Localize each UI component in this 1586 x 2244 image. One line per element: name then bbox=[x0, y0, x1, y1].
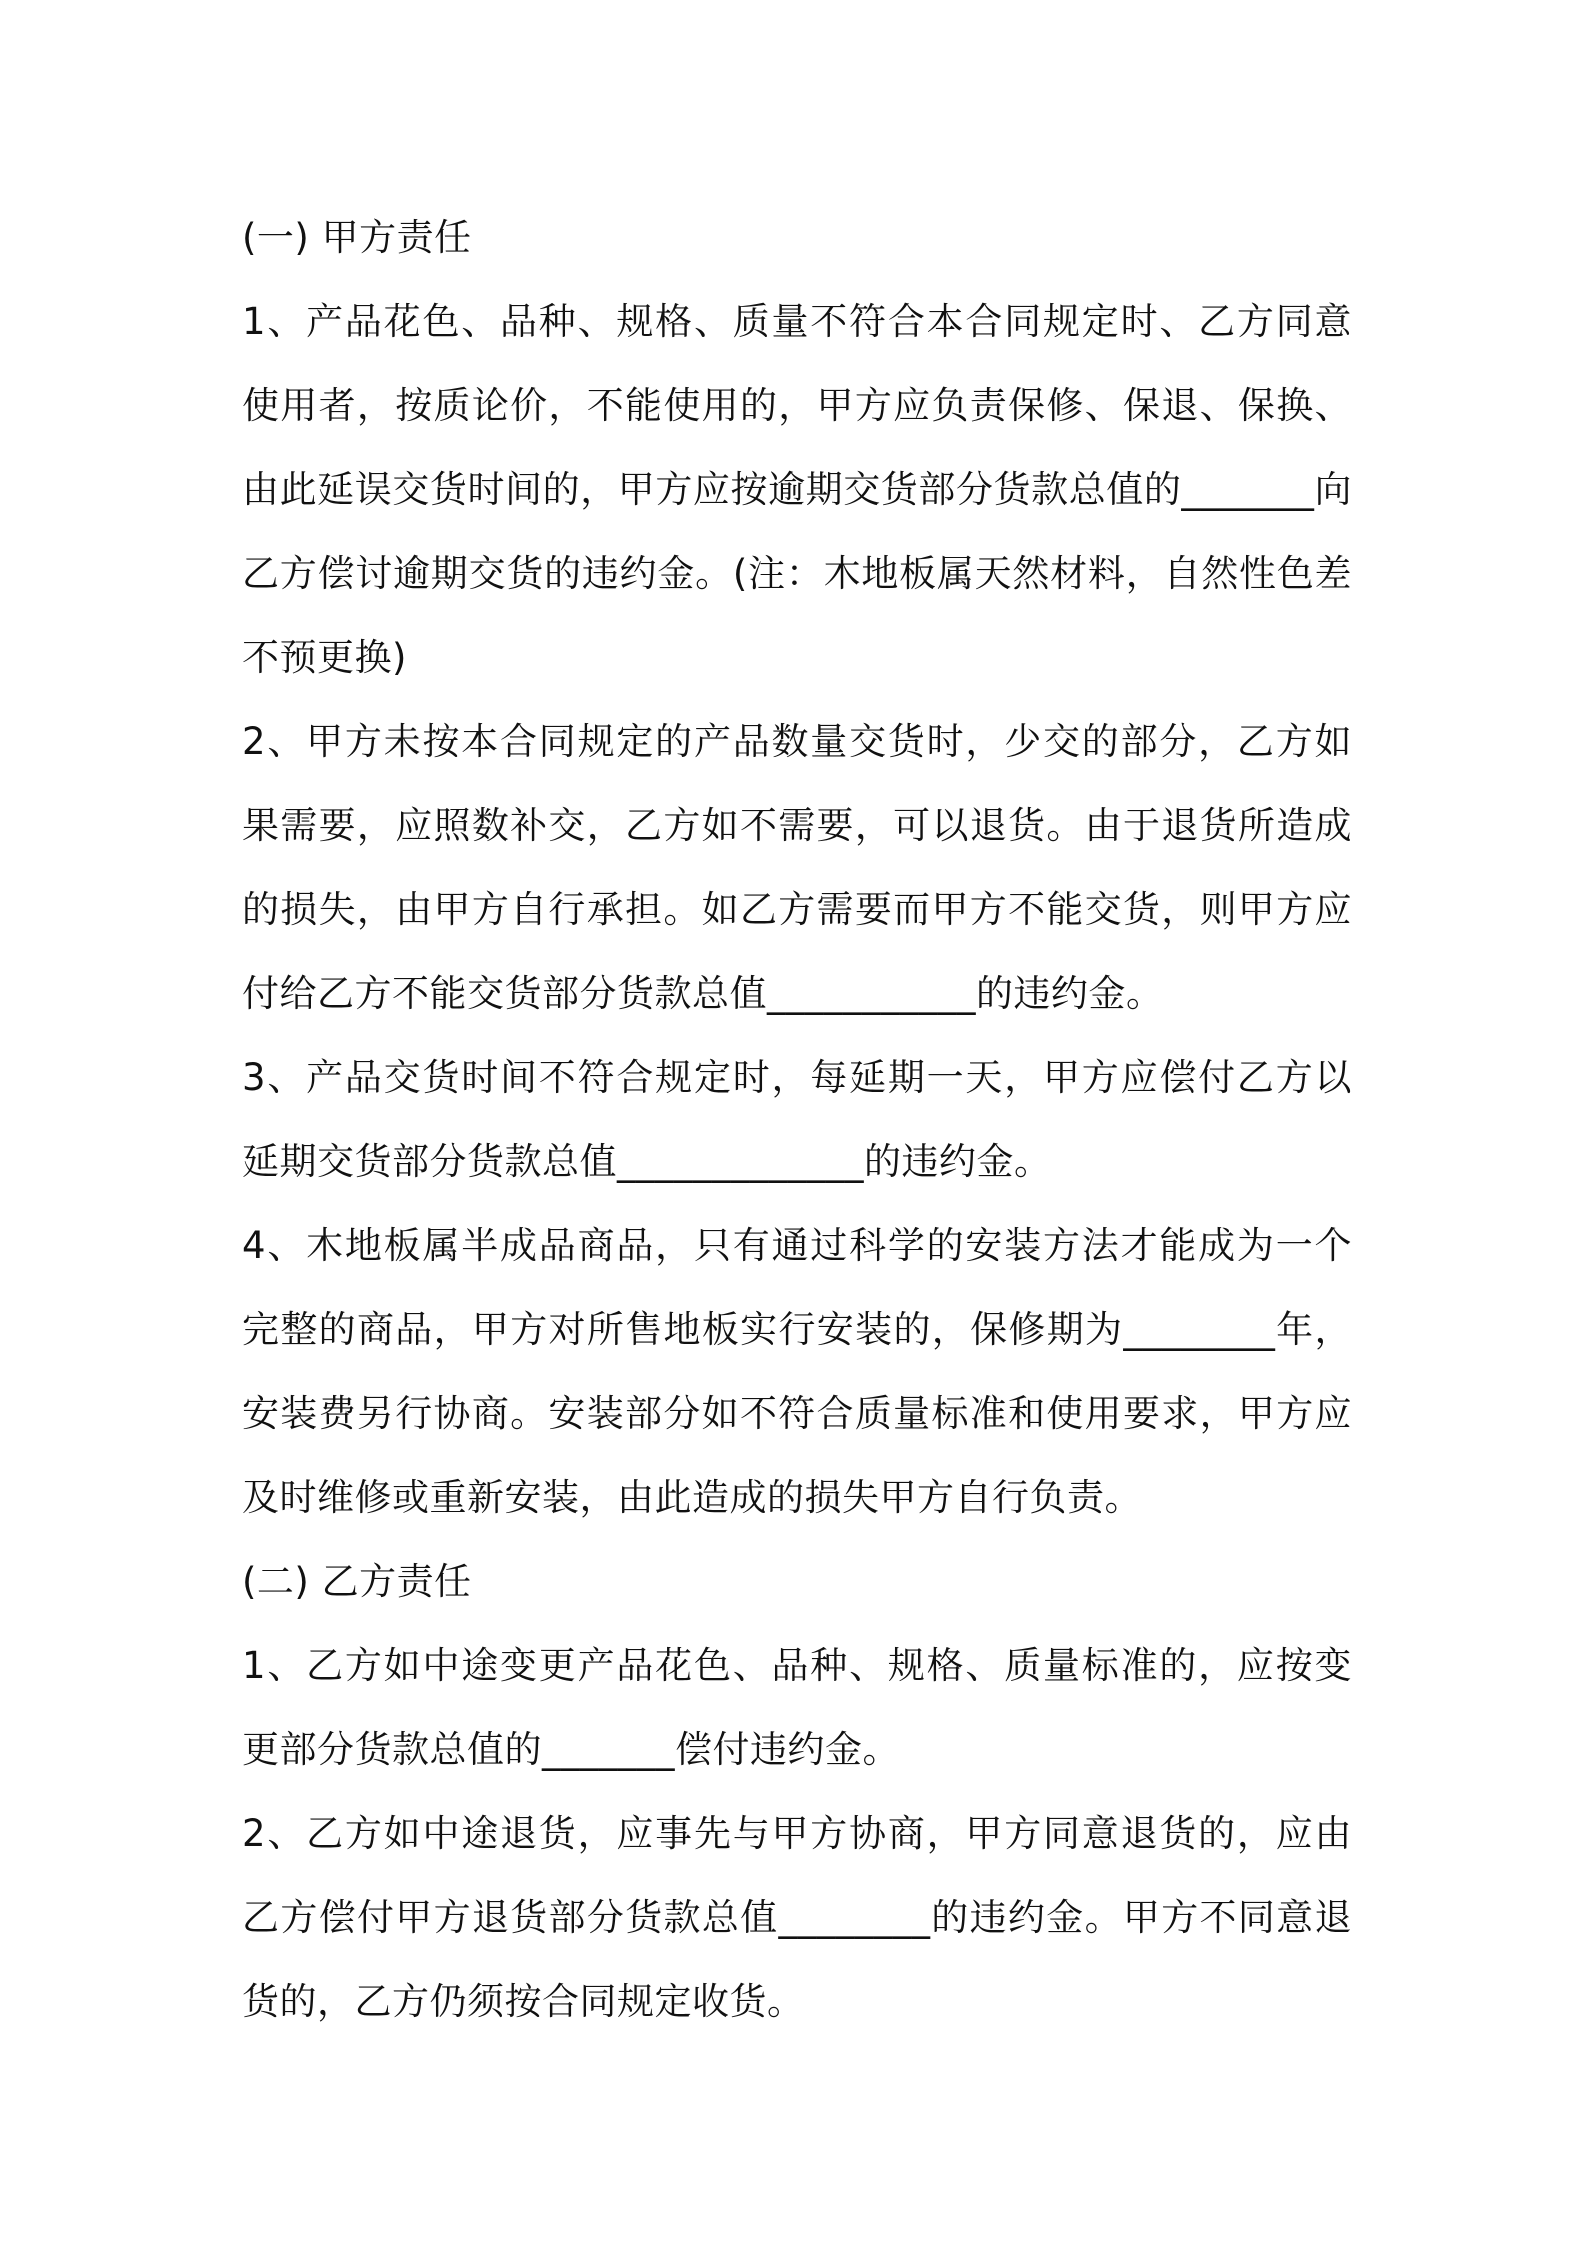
section-heading-party-b: (二) 乙方责任 bbox=[242, 1560, 472, 1603]
clause-a-4: 4、木地板属半成品商品，只有通过科学的安装方法才能成为一个完整的商品，甲方对所售地板实行安装的，保修期为________年，安装费另行协商。安装部分如不符合质量标准和使用要求，甲方应及时维修或重新安装，由此造成的损失甲方自行负责。 bbox=[242, 1224, 1352, 1519]
section-heading-party-a: (一) 甲方责任 bbox=[242, 216, 472, 259]
clause-b-1: 1、乙方如中途变更产品花色、品种、规格、质量标准的，应按变更部分货款总值的_______偿付违约金。 bbox=[242, 1644, 1352, 1771]
clause-a-1: 1、产品花色、品种、规格、质量不符合本合同规定时、乙方同意使用者，按质论价，不能使用的，甲方应负责保修、保退、保换、由此延误交货时间的，甲方应按逾期交货部分货款总值的_______向乙方偿讨逾期交货的违约金。(注：木地板属天然材料，自然性色差不预更换) bbox=[242, 300, 1352, 679]
document-body bbox=[242, 196, 1352, 2044]
clause-b-2: 2、乙方如中途退货，应事先与甲方协商，甲方同意退货的，应由乙方偿付甲方退货部分货款总值________的违约金。甲方不同意退货的，乙方仍须按合同规定收货。 bbox=[242, 1812, 1352, 2023]
clause-a-3: 3、产品交货时间不符合规定时，每延期一天，甲方应偿付乙方以延期交货部分货款总值_____________的违约金。 bbox=[242, 1056, 1352, 1183]
clause-a-2: 2、甲方未按本合同规定的产品数量交货时，少交的部分，乙方如果需要，应照数补交，乙方如不需要，可以退货。由于退货所造成的损失，由甲方自行承担。如乙方需要而甲方不能交货，则甲方应付给乙方不能交货部分货款总值___________的违约金。 bbox=[242, 720, 1352, 1015]
